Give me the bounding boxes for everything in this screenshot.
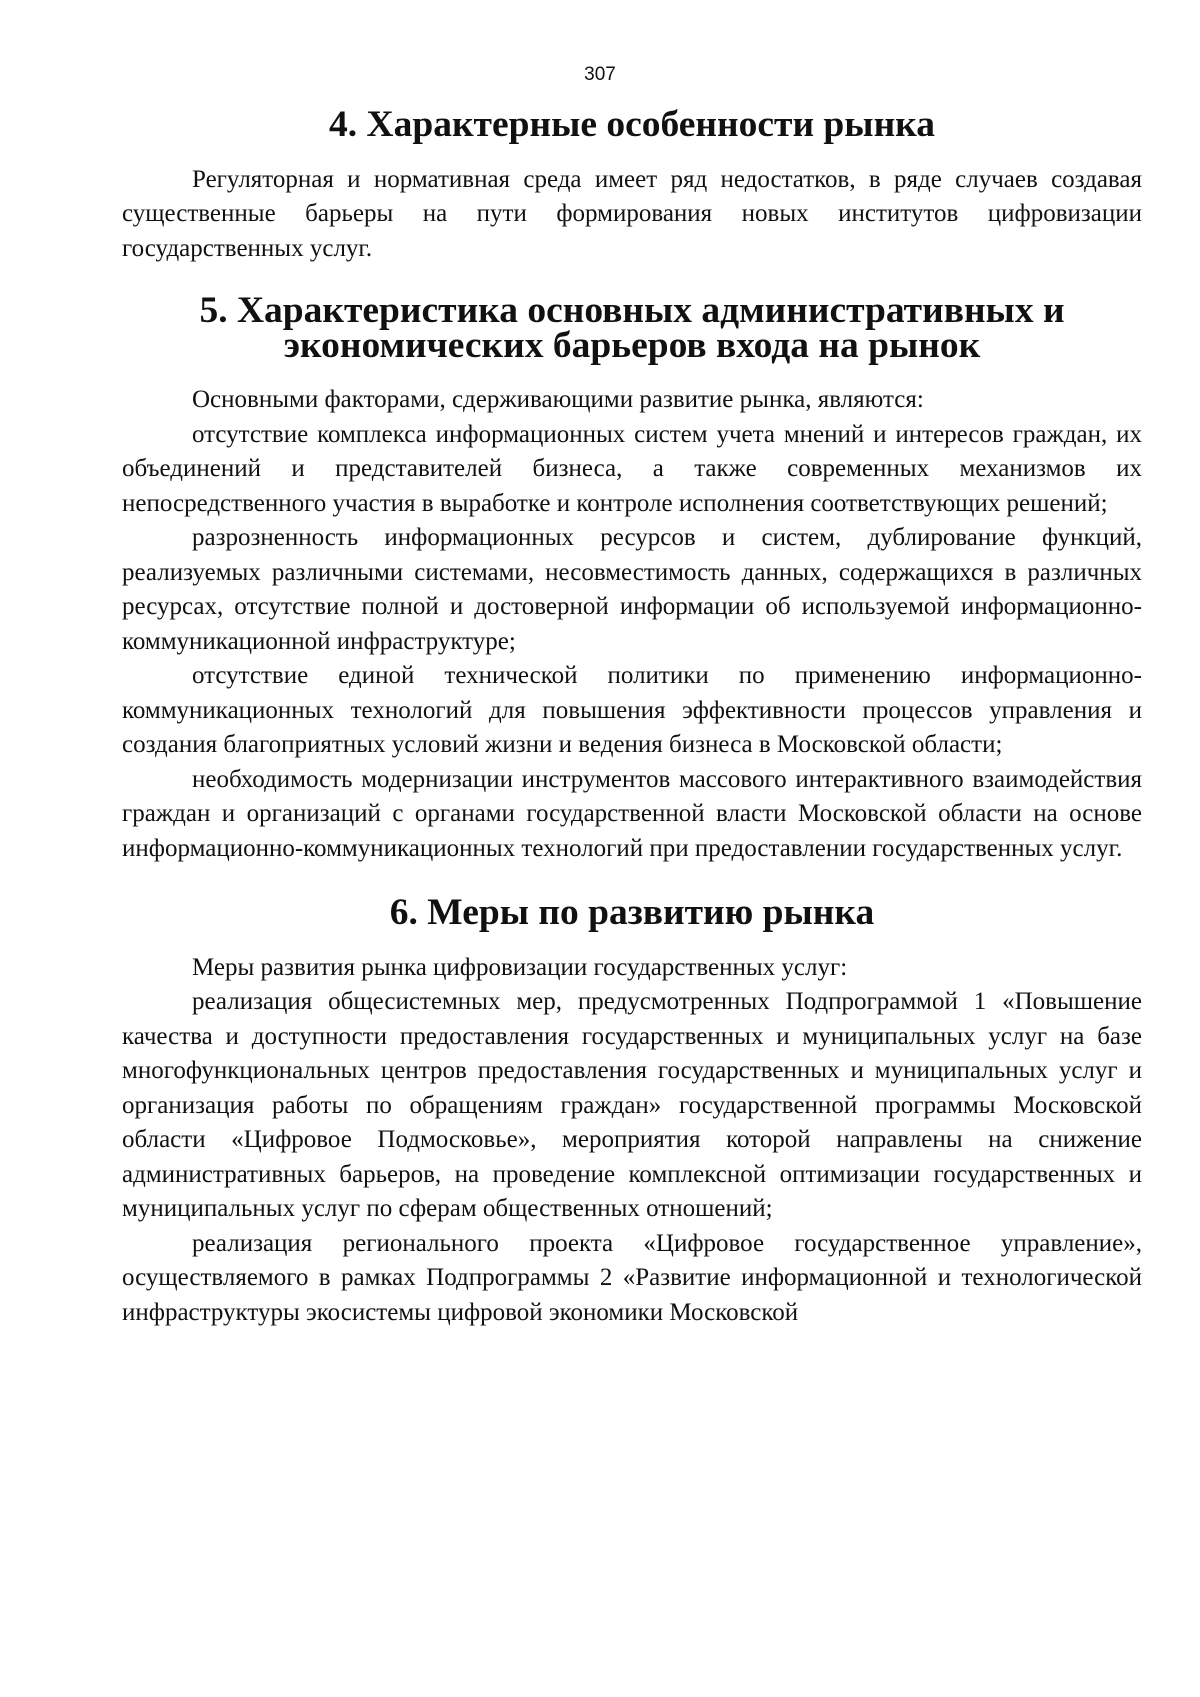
- section-5-barrier-item: необходимость модернизации инструментов массового интерактивного взаимодействия граждан и организаций с органами государственной власти Московской области на основе информационно-коммуникационных технологий при предоставлении государственных услуг.: [122, 765, 1142, 862]
- section-heading-4: 4. Характерные особенности рынка: [329, 104, 935, 145]
- section-6-measure-item: реализация общесистемных мер, предусмотренных Подпрограммой 1 «Повышение качества и доступности предоставления государственных и муниципальных услуг на базе многофункциональных центров предоставления государственных и муниципальных услуг и организация работы по обращениям граждан» государственной программы Московской области «Цифровое Подмосковье», мероприятия которой направлены на снижение административных барьеров, на проведение комплексной оптимизации государственных и муниципальных услуг по сферам общественных отношений;: [122, 988, 1142, 1222]
- document-body: [122, 104, 1142, 1330]
- section-5-barrier-item: разрозненность информационных ресурсов и систем, дублирование функций, реализуемых различными системами, несовместимость данных, содержащихся в различных ресурсах, отсутствие полной и достоверной информации об используемой информационно-коммуникационной инфраструктуре;: [122, 524, 1142, 655]
- page-number: 307: [584, 64, 616, 85]
- section-5-barrier-item: отсутствие комплекса информационных систем учета мнений и интересов граждан, их объединений и представителей бизнеса, а также современных механизмов их непосредственного участия в выработке и контроле исполнения соответствующих решений;: [122, 420, 1142, 517]
- section-6-measure-item: реализация регионального проекта «Цифровое государственное управление», осуществляемого в рамках Подпрограммы 2 «Развитие информационной и технологической инфраструктуры экосистемы цифровой экономики Московской: [122, 1229, 1142, 1326]
- section-heading-6: 6. Меры по развитию рынка: [389, 892, 875, 933]
- section-heading-5: 5. Характеристика основных административных и экономических барьеров входа на рынок: [199, 290, 1065, 366]
- section-5-barrier-item: отсутствие единой технической политики по применению информационно-коммуникационных технологий для повышения эффективности процессов управления и создания благоприятных условий жизни и ведения бизнеса в Московской области;: [122, 662, 1142, 758]
- section-6-intro: Меры развития рынка цифровизации государственных услуг:: [192, 953, 848, 981]
- section-5-intro: Основными факторами, сдерживающими развитие рынка, являются:: [192, 386, 924, 413]
- section-4-paragraph: Регуляторная и нормативная среда имеет ряд недостатков, в ряде случаев создавая существенные барьеры на пути формирования новых институтов цифровизации государственных услуг.: [122, 165, 1142, 262]
